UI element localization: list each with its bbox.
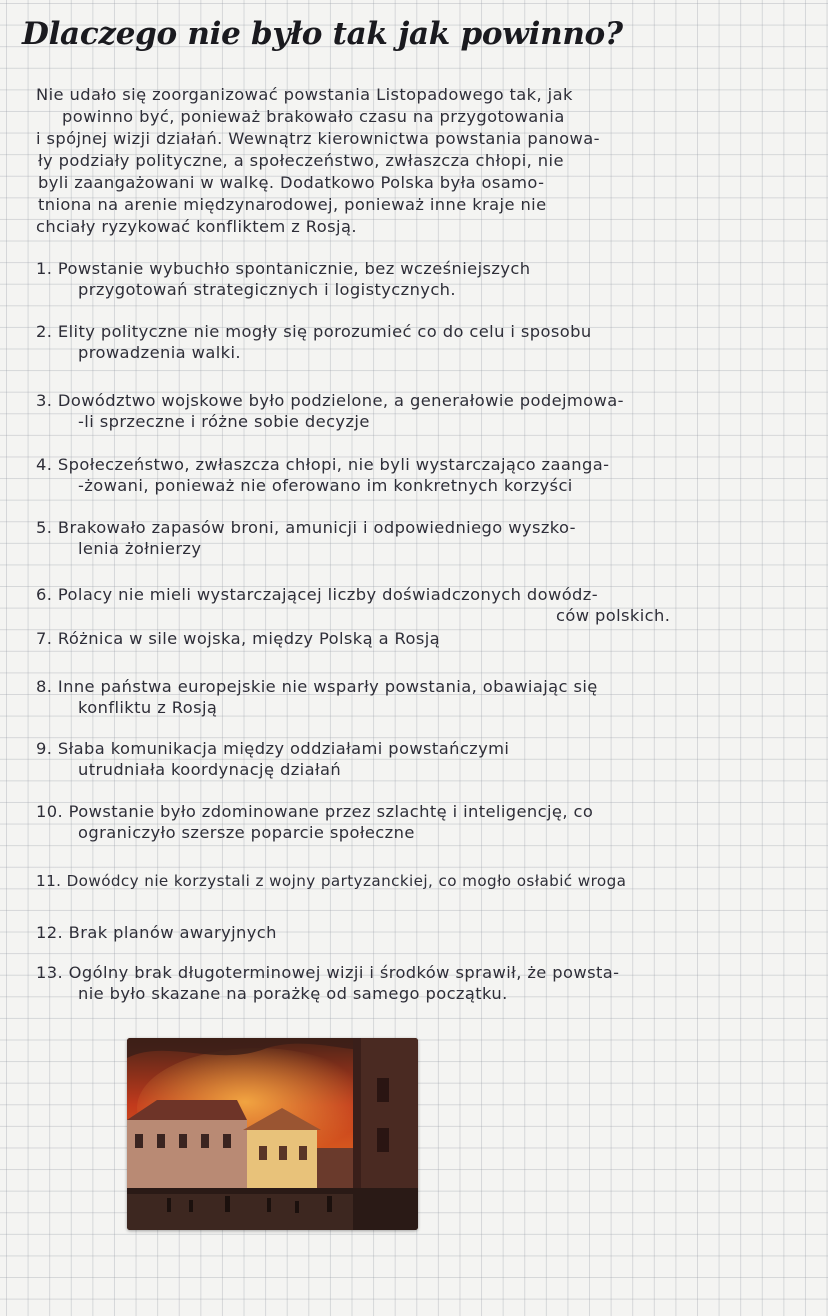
list-item — [36, 738, 820, 780]
list-item-line: 13. Ogólny brak długoterminowej wizji i środków sprawił, że powsta- — [36, 963, 620, 982]
list-item-line: 6. Polacy nie mieli wystarczającej liczby doświadczonych dowódz- — [36, 585, 599, 604]
list-item-line: lenia żołnierzy — [78, 539, 202, 558]
page-title: Dlaczego nie było tak jak powinno? — [22, 16, 623, 52]
list-item — [36, 676, 820, 718]
list-item-line: ców polskich. — [556, 606, 671, 625]
list-item — [36, 584, 820, 626]
intro-line: tniona na arenie międzynarodowej, ponieważ inne kraje nie — [38, 195, 547, 214]
intro-line: ły podziały polityczne, a społeczeństwo, zwłaszcza chłopi, nie — [38, 151, 564, 170]
list-item-line: 9. Słaba komunikacja między oddziałami powstańczymi — [36, 739, 510, 758]
list-item — [36, 390, 820, 432]
list-item — [36, 517, 820, 559]
intro-paragraph — [36, 84, 818, 238]
list-item-line: prowadzenia walki. — [78, 343, 241, 362]
list-item-line: 5. Brakowało zapasów broni, amunicji i odpowiedniego wyszko- — [36, 518, 576, 537]
list-item-line: 4. Społeczeństwo, zwłaszcza chłopi, nie byli wystarczająco zaanga- — [36, 455, 610, 474]
list-item — [36, 454, 820, 496]
painting-image — [127, 1038, 418, 1230]
list-item-line: -li sprzeczne i różne sobie decyzje — [78, 412, 370, 431]
list-item-line: utrudniała koordynację działań — [78, 760, 342, 779]
intro-line: chciały ryzykować konfliktem z Rosją. — [36, 217, 357, 236]
list-item-line: 3. Dowództwo wojskowe było podzielone, a generałowie podejmowa- — [36, 391, 624, 410]
list-item-line: 2. Elity polityczne nie mogły się porozumieć co do celu i sposobu — [36, 322, 592, 341]
list-item — [36, 628, 820, 649]
list-item — [36, 871, 820, 892]
list-item — [36, 922, 820, 943]
list-item — [36, 321, 820, 363]
list-item — [36, 258, 820, 300]
list-item-line: 11. Dowódcy nie korzystali z wojny partyzanckiej, co mogło osłabić wroga — [36, 872, 627, 890]
list-item-line: 7. Różnica w sile wojska, między Polską a Rosją — [36, 629, 441, 648]
list-item-line: ograniczyło szersze poparcie społeczne — [78, 823, 415, 842]
intro-line: Nie udało się zoorganizować powstania Listopadowego tak, jak — [36, 85, 573, 104]
list-item-line: przygotowań strategicznych i logistycznych. — [78, 280, 456, 299]
list-item-line: 8. Inne państwa europejskie nie wsparły powstania, obawiając się — [36, 677, 598, 696]
burning-arsenal-painting — [127, 1038, 418, 1230]
list-item-line: konfliktu z Rosją — [78, 698, 218, 717]
intro-line: i spójnej wizji działań. Wewnątrz kierownictwa powstania panowa- — [36, 129, 600, 148]
list-item-line: 12. Brak planów awaryjnych — [36, 923, 277, 942]
list-item — [36, 801, 820, 843]
intro-line: byli zaangażowani w walkę. Dodatkowo Polska była osamo- — [38, 173, 545, 192]
list-item-line: -żowani, ponieważ nie oferowano im konkretnych korzyści — [78, 476, 573, 495]
list-item-line: 10. Powstanie było zdominowane przez szlachtę i inteligencję, co — [36, 802, 594, 821]
intro-line: powinno być, ponieważ brakowało czasu na przygotowania — [62, 107, 565, 126]
list-item — [36, 962, 820, 1004]
list-item-line: 1. Powstanie wybuchło spontanicznie, bez wcześniejszych — [36, 259, 531, 278]
list-item-line: nie było skazane na porażkę od samego początku. — [78, 984, 508, 1003]
